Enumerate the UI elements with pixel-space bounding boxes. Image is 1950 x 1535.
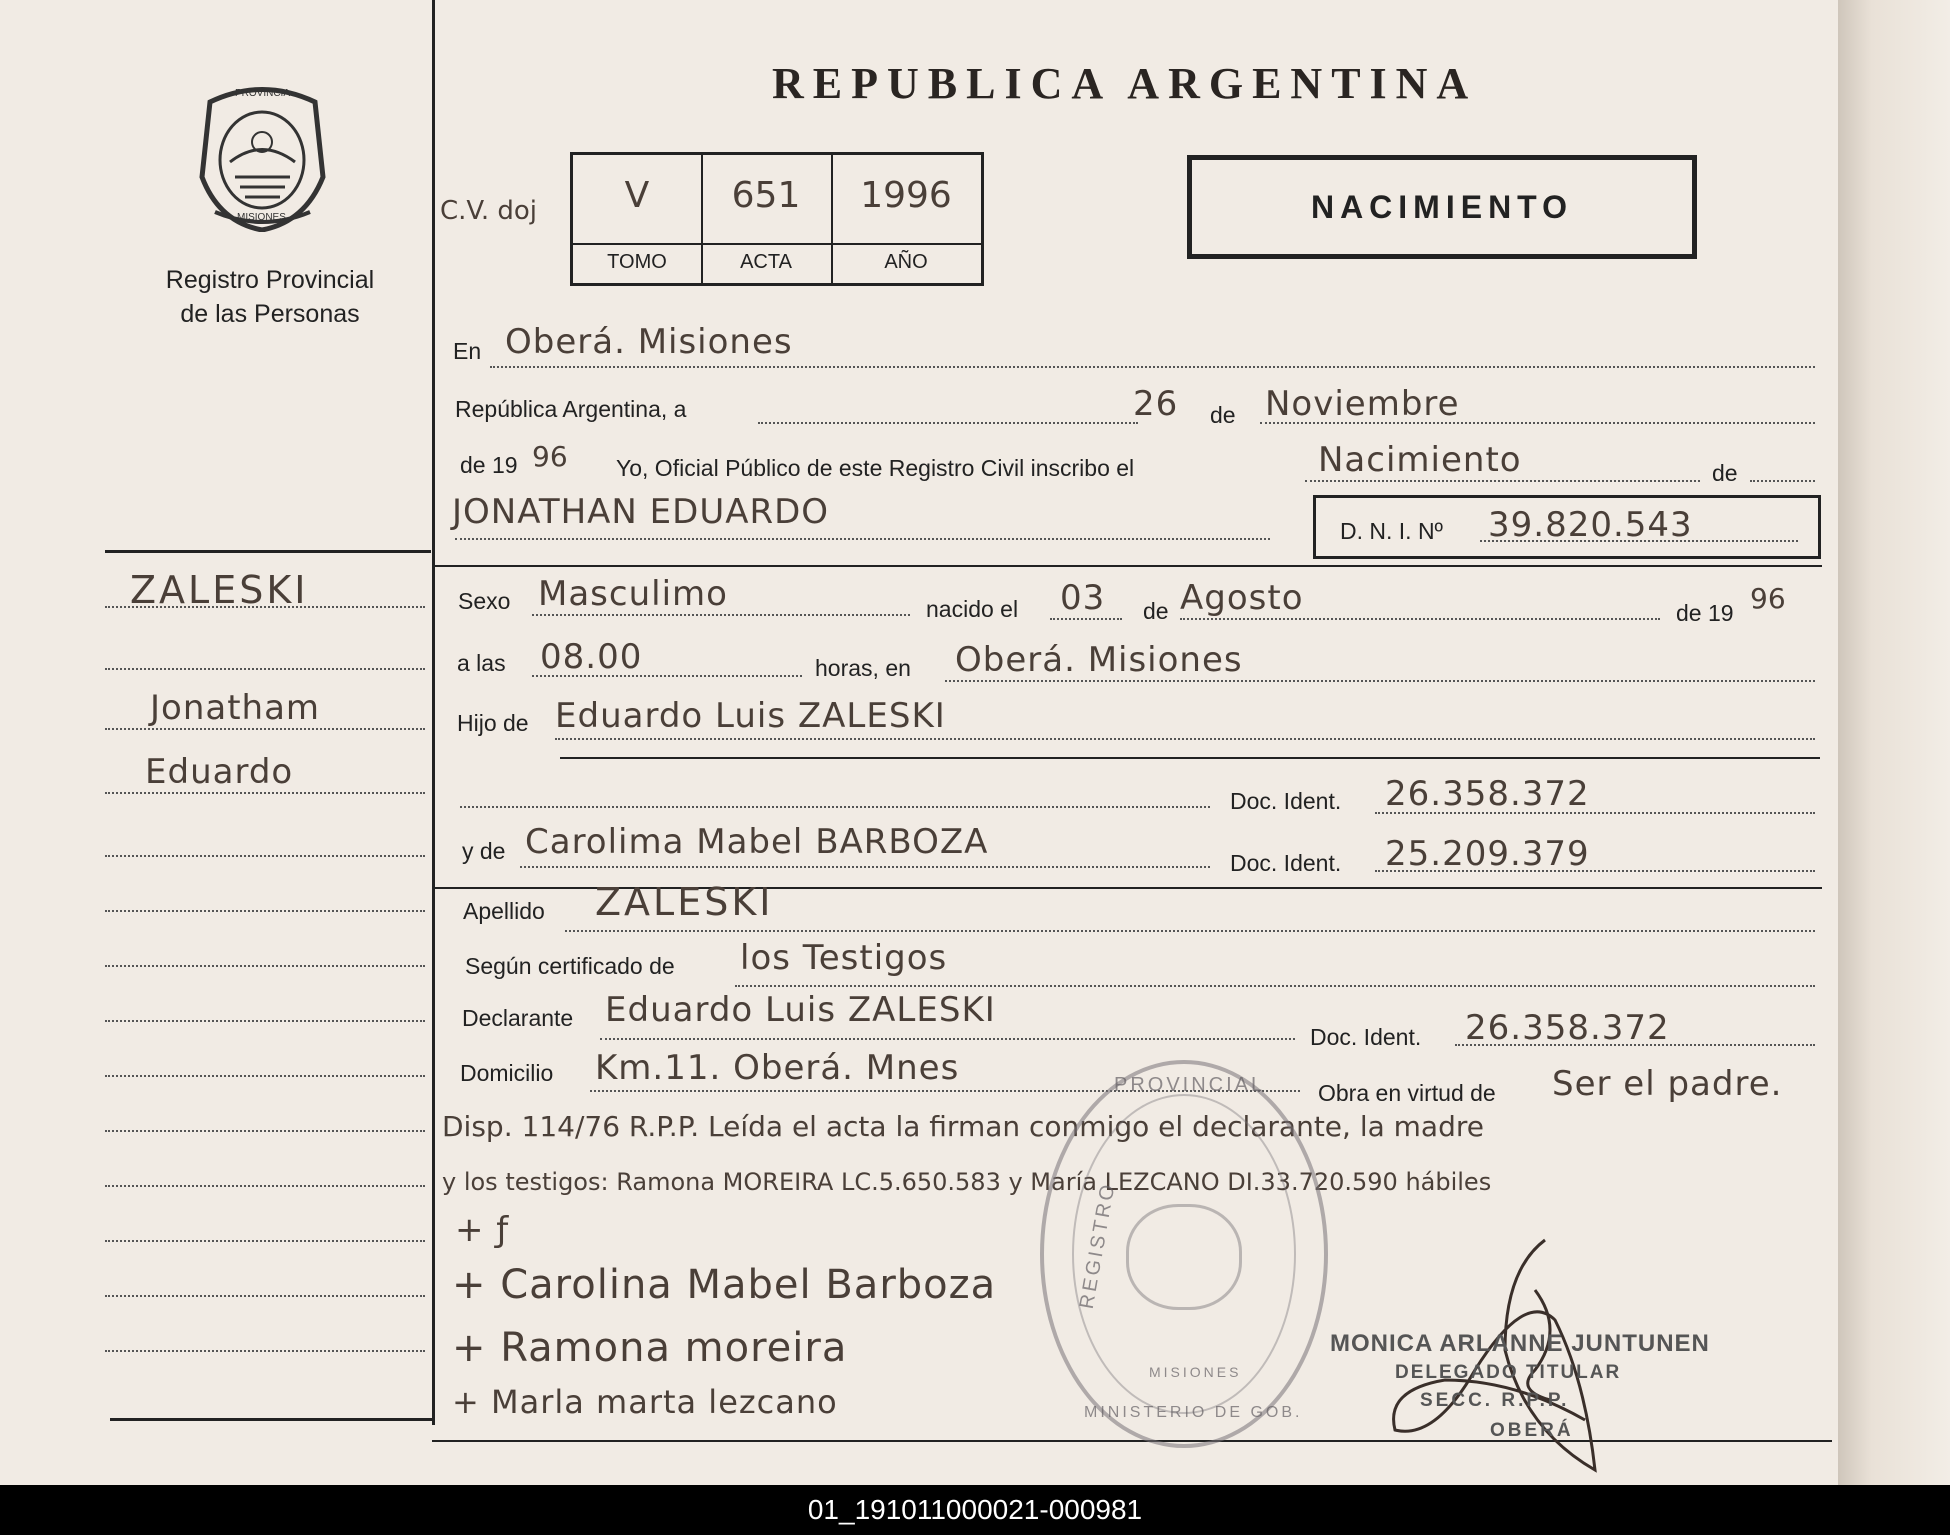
registration-year: 96 <box>532 440 568 473</box>
month-line <box>1260 422 1815 424</box>
document-type-box: NACIMIENTO <box>1187 155 1697 259</box>
declarante-value: Eduardo Luis ZALESKI <box>605 990 996 1030</box>
father-doc-label: Doc. Ident. <box>1230 788 1342 814</box>
margin-dotted-line <box>105 1350 425 1352</box>
segun-line <box>735 985 1815 987</box>
seal-text-left: REGISTRO <box>1075 1180 1120 1311</box>
birth-time: 08.00 <box>540 637 643 677</box>
mother-doc: 25.209.379 <box>1385 834 1590 874</box>
father-line <box>555 738 1815 740</box>
obra-value: Ser el padre. <box>1552 1064 1783 1104</box>
margin-dotted-line <box>105 855 425 857</box>
de19-label: de 19 <box>1676 600 1734 626</box>
margin-dotted-line <box>105 1185 425 1187</box>
tomo-label: TOMO <box>573 243 701 274</box>
declarante-doc-line <box>1455 1044 1815 1046</box>
tomo-cell <box>573 155 703 283</box>
margin-given-name-2: Eduardo <box>145 752 294 792</box>
declarante-doc-label: Doc. Ident. <box>1310 1024 1422 1050</box>
margin-dotted-line <box>105 606 425 608</box>
alas-label: a las <box>457 650 506 676</box>
official-label: Yo, Oficial Público de este Registro Civil inscribo el <box>616 455 1135 481</box>
sexo-value: Masculimo <box>538 574 728 614</box>
yde-label: y de <box>462 838 506 864</box>
signature-mother: + Carolina Mabel Barboza <box>452 1262 997 1308</box>
signature-witness-1: + Ramona moreira <box>452 1325 848 1371</box>
anio-label: AÑO <box>831 243 981 274</box>
margin-dotted-line <box>105 728 425 730</box>
father-doc-line <box>1375 812 1815 814</box>
margin-dotted-line <box>105 792 425 794</box>
father-doc: 26.358.372 <box>1385 774 1590 814</box>
officer-title: DELEGADO TITULAR <box>1395 1362 1622 1383</box>
left-column-bottom-rule <box>110 1418 432 1421</box>
registry-name <box>130 263 410 331</box>
seal-crest <box>1126 1204 1242 1310</box>
hijo-label: Hijo de <box>457 710 529 736</box>
father-name: Eduardo Luis ZALESKI <box>555 696 946 736</box>
notes-line-2: y los testigos: Ramona MOREIRA LC.5.650.583 y María LEZCANO DI.33.720.590 hábiles <box>442 1168 1492 1196</box>
official-seal <box>1040 1060 1328 1448</box>
margin-dotted-line <box>105 1295 425 1297</box>
officer-name: MONICA ARLANNE JUNTUNEN <box>1330 1330 1710 1357</box>
apellido-label: Apellido <box>463 898 545 924</box>
margin-dotted-line <box>105 1020 425 1022</box>
seal-text-bottom: MINISTERIO DE GOB. <box>1084 1404 1303 1421</box>
republica-line <box>758 422 1138 424</box>
place-value: Oberá. Misiones <box>505 322 793 362</box>
birth-month: Agosto <box>1180 578 1304 618</box>
seal-text-inner: MISIONES <box>1149 1364 1242 1380</box>
father-rule <box>560 757 1820 759</box>
of-line <box>1750 480 1815 482</box>
mother-doc-label: Doc. Ident. <box>1230 850 1342 876</box>
dni-line <box>1480 540 1798 542</box>
signature-marks: + ƒ <box>455 1210 510 1250</box>
record-number-box <box>570 152 984 286</box>
sexo-line <box>532 614 910 616</box>
signature-witness-2: + Marla marta lezcano <box>452 1383 838 1421</box>
page-edge-shadow <box>1838 0 1950 1485</box>
declarante-doc: 26.358.372 <box>1465 1008 1670 1048</box>
acta-value: 651 <box>731 175 801 216</box>
dni-label: D. N. I. Nº <box>1340 518 1443 544</box>
dni-value: 39.820.543 <box>1488 505 1693 545</box>
record-prefix-note: C.V. doj <box>440 196 538 226</box>
of-label: de <box>1712 460 1738 486</box>
birth-place-line <box>945 680 1815 682</box>
registration-day: 26 <box>1133 384 1179 424</box>
margin-dotted-line <box>105 1130 425 1132</box>
sexo-label: Sexo <box>458 588 511 614</box>
mother-doc-line <box>1375 870 1815 872</box>
horas-label: horas, en <box>815 655 911 681</box>
officer-section: SECC. R.P.P. <box>1420 1390 1570 1411</box>
left-column-divider <box>432 0 435 1425</box>
birth-place: Oberá. Misiones <box>955 640 1243 680</box>
margin-dotted-line <box>105 965 425 967</box>
notes-line-1: Disp. 114/76 R.P.P. Leída el acta la firman conmigo el declarante, la madre <box>442 1110 1484 1143</box>
birth-day-line <box>1050 618 1122 620</box>
domicilio-label: Domicilio <box>460 1060 554 1086</box>
anio-value: 1996 <box>860 175 952 216</box>
event-line <box>1305 480 1700 482</box>
seal-text-top: PROVINCIAL <box>1114 1074 1266 1096</box>
province-crest <box>195 82 330 232</box>
nacido-label: nacido el <box>926 596 1019 622</box>
de-label: de <box>1210 402 1236 428</box>
de2-label: de <box>1143 598 1169 624</box>
birth-year: 96 <box>1750 582 1786 615</box>
segun-value: los Testigos <box>740 938 948 978</box>
apellido-line <box>565 930 1815 932</box>
apellido-value: ZALESKI <box>595 880 774 924</box>
margin-given-name-1: Jonatham <box>150 688 321 728</box>
margin-dotted-line <box>105 1075 425 1077</box>
obra-label: Obra en virtud de <box>1318 1080 1496 1106</box>
segun-label: Según certificado de <box>465 953 675 979</box>
domicilio-value: Km.11. Oberá. Mnes <box>595 1048 960 1088</box>
margin-surname: ZALESKI <box>130 568 309 612</box>
section-rule <box>432 565 1822 567</box>
acta-label: ACTA <box>701 243 831 274</box>
officer-city: OBERÁ <box>1490 1420 1574 1441</box>
margin-dotted-line <box>105 668 425 670</box>
left-column-rule <box>105 550 431 553</box>
child-name-line <box>455 538 1270 540</box>
registry-name-line2: de las Personas <box>180 300 360 328</box>
birth-month-line <box>1180 618 1660 620</box>
place-line <box>490 366 1815 368</box>
mother-line <box>520 866 1210 868</box>
birth-time-line <box>532 675 802 677</box>
anio-cell <box>831 155 981 283</box>
acta-cell <box>701 155 833 283</box>
declarante-line <box>600 1038 1295 1040</box>
margin-dotted-line <box>105 910 425 912</box>
image-code-bar: 01_191011000021-000981 <box>0 1485 1950 1535</box>
crest-text-top: PROVINCIA <box>235 88 291 99</box>
registry-name-line1: Registro Provincial <box>165 266 375 294</box>
crest-text-bottom: MISIONES <box>237 212 286 223</box>
birth-day: 03 <box>1060 578 1106 618</box>
blank-line <box>460 806 1210 808</box>
declarante-label: Declarante <box>462 1005 574 1031</box>
margin-dotted-line <box>105 1240 425 1242</box>
mother-name: Carolima Mabel BARBOZA <box>525 822 989 862</box>
en-label: En <box>453 338 482 364</box>
child-name: JONATHAN EDUARDO <box>452 492 830 532</box>
registration-month: Noviembre <box>1265 384 1460 424</box>
country-title: REPUBLICA ARGENTINA <box>772 59 1478 108</box>
tomo-value: V <box>624 175 650 216</box>
event-value: Nacimiento <box>1318 440 1522 480</box>
republica-label: República Argentina, a <box>455 396 687 422</box>
year-prefix-label: de 19 <box>460 452 518 478</box>
